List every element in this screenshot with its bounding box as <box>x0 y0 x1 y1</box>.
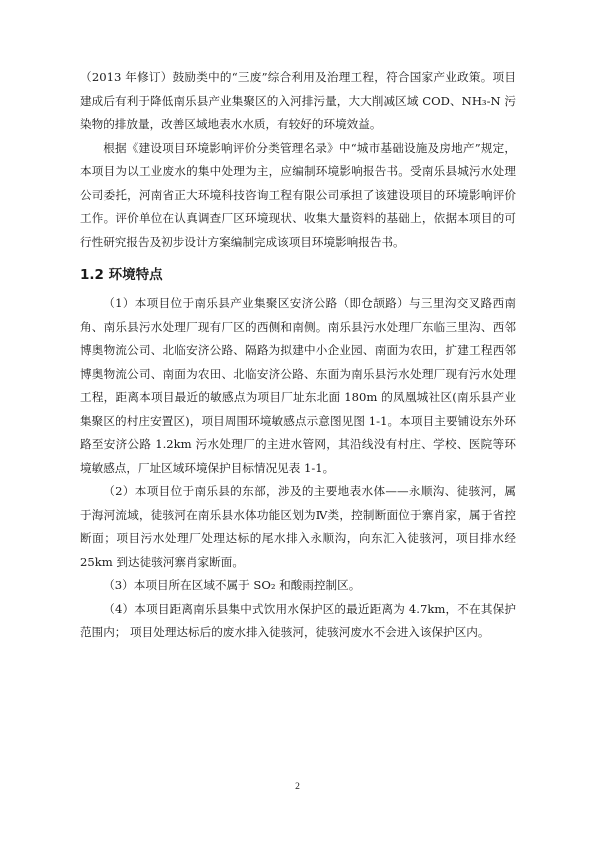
section-item-2: （2）本项目位于南乐县的东部，涉及的主要地表水体——永顺沟、徒骇河，属于海河流域，徒骇河在南乐县水体功能区划为Ⅳ类，控制断面位于寨肖家，属于省控断面；项目污水处理厂处理达标的尾水排入永顺沟，向东汇入徒骇河，项目排水经 25km 到达徒骇河寨肖家断面。 <box>80 484 516 569</box>
intro-paragraph-continued: （2013 年修订）鼓励类中的“三废”综合利用及治理工程，符合国家产业政策。项目建成后有利于降低南乐县产业集聚区的入河排污量，大大削减区域 COD、NH₃-N 污染物的排放量，改善区域地表水水质，有较好的环境效益。 <box>80 70 516 131</box>
page-number: 2 <box>295 782 300 792</box>
section-item-1: （1）本项目位于南乐县产业集聚区安济公路（即仓颉路）与三里沟交叉路西南角、南乐县污水处理厂现有厂区的西侧和南侧。南乐县污水处理厂东临三里沟、西邻博奥物流公司、北临安济公路、隔路为拟建中小企业园、南面为农田，扩建工程西邻博奥物流公司、南面为农田、北临安济公路、东面为南乐县污水处理厂现有污水处理工程，距离本项目最近的敏感点为项目厂址东北面 180m 的凤凰城社区(南乐县产业集聚区的村庄安置区)，项目周围环境敏感点示意图见图 1-1。本项目主要铺设东外环路至安济公路 1.2km 污水处理厂的主进水管网，其沿线没有村庄、学校、医院等环境敏感点，厂址区域环境保护目标情况见表 1-1。 <box>80 296 516 475</box>
section-heading: 1.2 环境特点 <box>80 267 163 283</box>
intro-paragraph: 根据《建设项目环境影响评价分类管理名录》中“城市基础设施及房地产”规定，本项目为以工业废水的集中处理为主，应编制环境影响报告书。受南乐县城污水处理公司委托，河南省正大环境科技咨询工程有限公司承担了该建设项目的环境影响评价工作。评价单位在认真调查厂区环境现状、收集大量资料的基础上，依据本项目的可行性研究报告及初步设计方案编制完成该项目环境影响报告书。 <box>80 140 516 249</box>
section-item-4: （4）本项目距离南乐县集中式饮用水保护区的最近距离为 4.7km，不在其保护范围内； 项目处理达标后的废水排入徒骇河，徒骇河废水不会进入该保护区内。 <box>80 601 516 639</box>
section-item-3: （3）本项目所在区域不属于 SO₂ 和酸雨控制区。 <box>103 578 361 592</box>
page-body <box>80 66 516 645</box>
